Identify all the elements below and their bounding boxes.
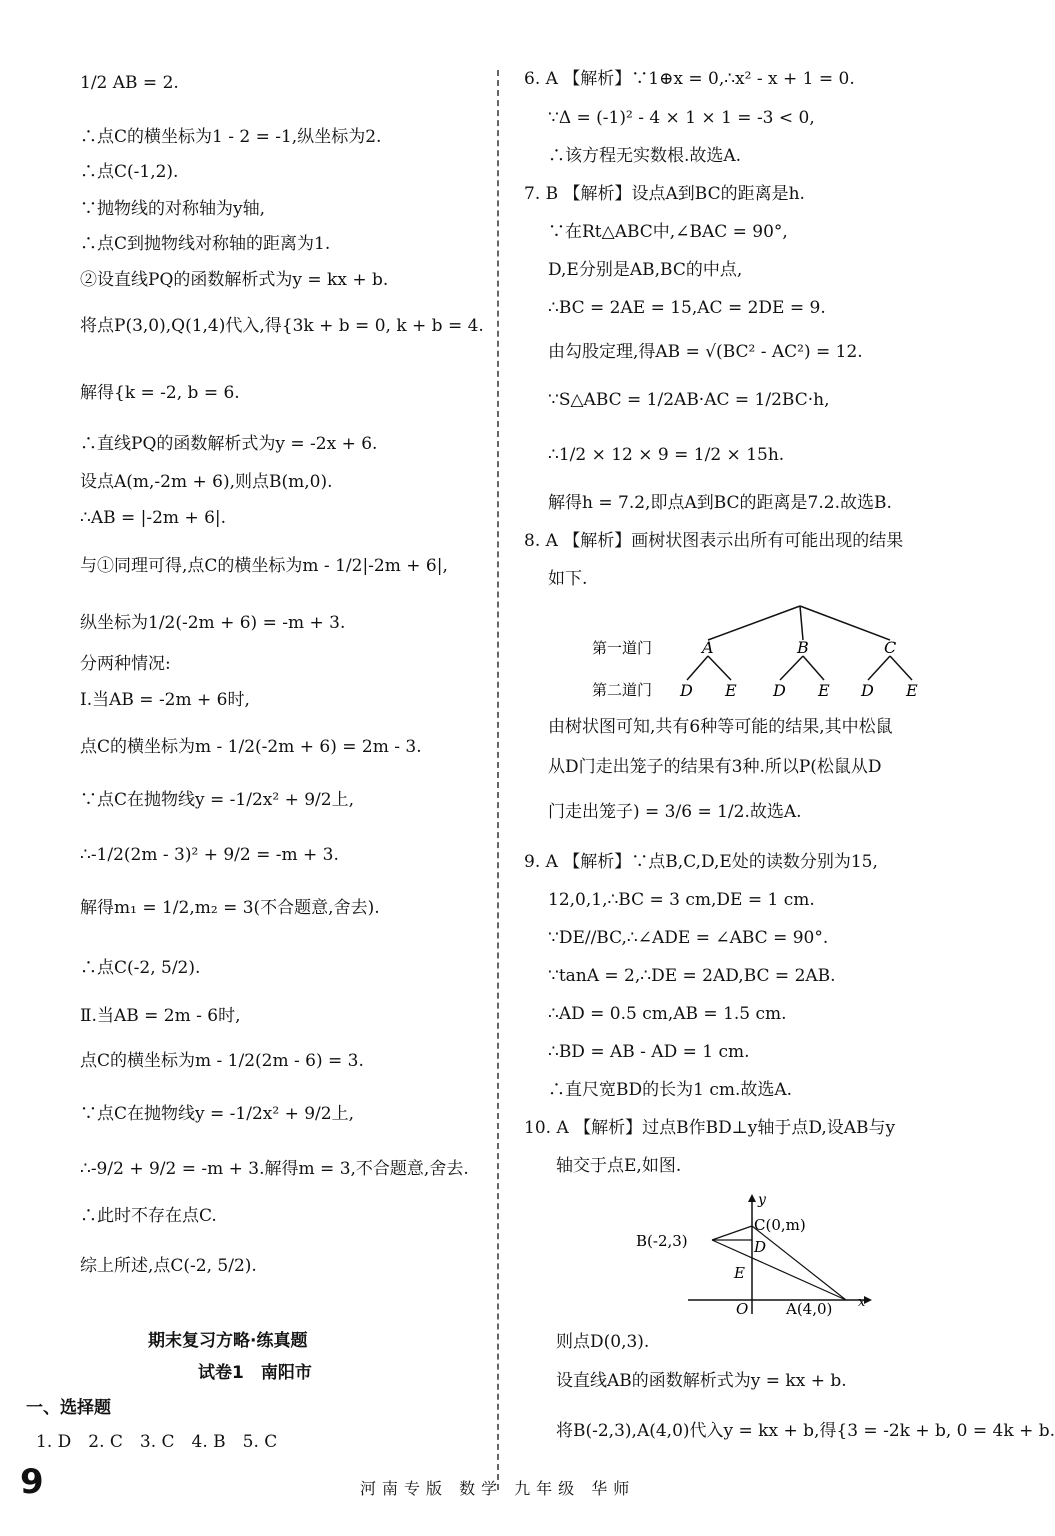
tree-branch [803,656,824,680]
text-line: 点C的横坐标为m - 1/2(-2m + 6) = 2m - 3. [80,737,422,757]
tree-branch [800,606,803,640]
text-line: 解得{k = -2, b = 6. [80,383,240,403]
tree-branch [890,656,912,680]
tree-branch [708,606,800,640]
text-line: D,E分别是AB,BC的中点, [548,260,743,280]
tree-node: A [702,638,714,657]
text-line: 轴交于点E,如图. [556,1156,682,1176]
text-line: 由树状图可知,共有6种等可能的结果,其中松鼠 [548,717,893,737]
graph-label: O [736,1300,749,1318]
text-line: ∴此时不存在点C. [80,1206,217,1226]
text-line: ∴点C(-2, 5/2). [80,958,201,978]
text-line: 由勾股定理,得AB = √(BC² - AC²) = 12. [548,342,863,362]
text-line: 9. A 【解析】∵点B,C,D,E处的读数分别为15, [524,852,878,872]
text-line: ∴AB = |-2m + 6|. [80,508,227,528]
text-line: ②设直线PQ的函数解析式为y = kx + b. [80,270,389,290]
text-line: Ⅱ.当AB = 2m - 6时, [80,1006,241,1026]
text-line: ∴1/2 × 12 × 9 = 1/2 × 15h. [548,445,785,465]
tree-node: D [773,681,786,700]
text-line: 解得h = 7.2,即点A到BC的距离是7.2.故选B. [548,493,892,513]
text-line: ∵点C在抛物线y = -1/2x² + 9/2上, [80,790,354,810]
text-line: ∵S△ABC = 1/2AB·AC = 1/2BC·h, [548,390,830,410]
text-line: ∴BD = AB - AD = 1 cm. [548,1042,750,1062]
segment-ca [752,1226,846,1300]
text-line: 如下. [548,569,588,589]
text-line: 与①同理可得,点C的横坐标为m - 1/2|-2m + 6|, [80,556,448,576]
text-line: ∴-1/2(2m - 3)² + 9/2 = -m + 3. [80,845,339,865]
tree-node: D [680,681,693,700]
text-line: 则点D(0,3). [556,1332,650,1352]
footer-text: 河南专版 数学 九年级 华师 [360,1479,636,1498]
tree-branch [800,606,890,640]
tree-row2-label: 第二道门 [592,681,653,699]
graph-label: A(4,0) [786,1300,833,1318]
text-line: ∴点C到抛物线对称轴的距离为1. [80,234,331,254]
text-line: 解得m₁ = 1/2,m₂ = 3(不合题意,舍去). [80,898,380,918]
text-line: 6. A 【解析】∵1⊕x = 0,∴x² - x + 1 = 0. [524,69,855,89]
text-line: ∴BC = 2AE = 15,AC = 2DE = 9. [548,298,826,318]
text-line: 从D门走出笼子的结果有3种.所以P(松鼠从D [548,757,882,777]
graph-label: E [734,1264,745,1282]
text-line: 10. A 【解析】过点B作BD⊥y轴于点D,设AB与y [524,1118,896,1138]
text-line: ∵tanA = 2,∴DE = 2AD,BC = 2AB. [548,966,836,986]
text-line: ∴点C(-1,2). [80,162,179,182]
graph-label: y [758,1192,766,1208]
tree-node: D [861,681,874,700]
text-line: 分两种情况: [80,654,171,674]
column-divider [497,70,499,1490]
tree-node: E [725,681,737,700]
coordinate-graph [636,1190,872,1320]
text-line: 点C的横坐标为m - 1/2(2m - 6) = 3. [80,1051,364,1071]
answer-list: 1. D 2. C 3. C 4. B 5. C [36,1432,278,1452]
tree-node: B [797,638,809,657]
tree-node: E [906,681,918,700]
graph-label: C(0,m) [754,1216,806,1234]
text-line: 7. B 【解析】设点A到BC的距离是h. [524,184,805,204]
text-line: 设点A(m,-2m + 6),则点B(m,0). [80,472,333,492]
section-title: 期末复习方略·练真题 [148,1331,308,1351]
tree-diagram [580,600,960,712]
segment-bc [712,1226,752,1240]
text-line: 设直线AB的函数解析式为y = kx + b. [556,1371,847,1391]
text-line: ∴该方程无实数根.故选A. [548,146,742,166]
graph-label: B(-2,3) [636,1232,688,1250]
page-number: 9 [20,1462,44,1502]
graph-label: D [754,1238,767,1256]
text-line: ∴-9/2 + 9/2 = -m + 3.解得m = 3,不合题意,舍去. [80,1159,469,1179]
section-subtitle: 试卷1 南阳市 [198,1363,312,1383]
text-line: Ⅰ.当AB = -2m + 6时, [80,690,250,710]
text-line: 纵坐标为1/2(-2m + 6) = -m + 3. [80,613,346,633]
tree-node: E [818,681,830,700]
text-line: 1/2 AB = 2. [80,73,179,93]
text-line: ∵抛物线的对称轴为y轴, [80,199,266,219]
text-line: 门走出笼子) = 3/6 = 1/2.故选A. [548,802,802,822]
text-line: 将B(-2,3),A(4,0)代入y = kx + b,得{3 = -2k + b, 0 = 4k + b. [556,1421,1055,1441]
text-line: ∵DE//BC,∴∠ADE = ∠ABC = 90°. [548,928,829,948]
text-line: 综上所述,点C(-2, 5/2). [80,1256,257,1276]
tree-node: C [884,638,897,657]
tree-row1-label: 第一道门 [592,639,653,657]
text-line: 将点P(3,0),Q(1,4)代入,得{3k + b = 0, k + b = 4. [80,316,484,336]
segment-ba [712,1240,846,1300]
section-heading: 一、选择题 [26,1398,111,1418]
tree-branch [868,656,890,680]
text-line: 12,0,1,∴BC = 3 cm,DE = 1 cm. [548,890,815,910]
y-axis-arrow [748,1194,756,1202]
tree-branch [687,656,708,680]
text-line: ∴直线PQ的函数解析式为y = -2x + 6. [80,434,378,454]
text-line: ∵在Rt△ABC中,∠BAC = 90°, [548,222,788,242]
text-line: ∵点C在抛物线y = -1/2x² + 9/2上, [80,1104,354,1124]
text-line: 8. A 【解析】画树状图表示出所有可能出现的结果 [524,531,904,551]
graph-label: x [858,1295,866,1310]
text-line: ∵Δ = (-1)² - 4 × 1 × 1 = -3 < 0, [548,108,815,128]
text-line: ∴直尺宽BD的长为1 cm.故选A. [548,1080,793,1100]
tree-branch [708,656,731,680]
text-line: ∴AD = 0.5 cm,AB = 1.5 cm. [548,1004,787,1024]
tree-branch [780,656,803,680]
text-line: ∴点C的横坐标为1 - 2 = -1,纵坐标为2. [80,127,382,147]
